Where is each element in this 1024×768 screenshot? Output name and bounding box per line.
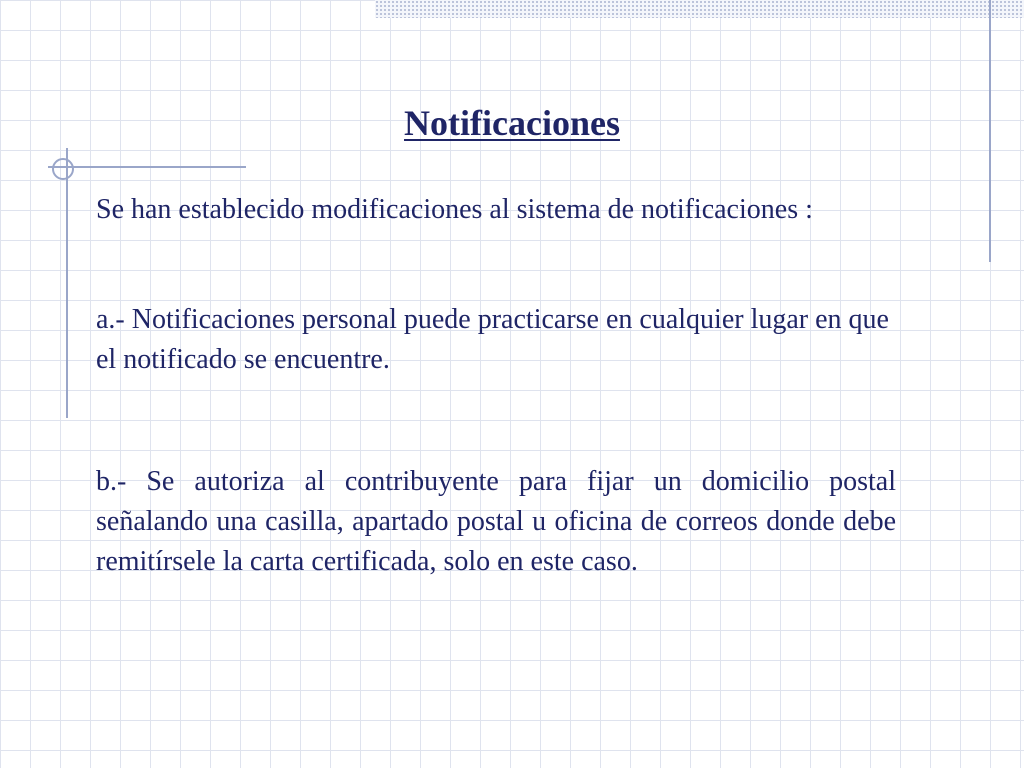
top-decorative-band	[375, 0, 1024, 18]
slide-title-text: Notificaciones	[404, 103, 620, 143]
decorative-ring-icon	[52, 158, 74, 180]
item-b-paragraph: b.- Se autoriza al contribuyente para fijar un domicilio postal señalando una casilla, apartado postal u oficina de correos donde debe remitírsele la carta certificada, solo en este caso.	[96, 466, 896, 577]
decorative-horizontal-rule	[48, 166, 246, 168]
item-a-paragraph: a.- Notificaciones personal puede practicarse en cualquier lugar en que el notificado se encuentre.	[96, 304, 889, 375]
intro-paragraph: Se han establecido modificaciones al sistema de notificaciones :	[96, 194, 813, 225]
slide-title	[0, 103, 1024, 144]
left-decorative-rule	[66, 148, 68, 418]
